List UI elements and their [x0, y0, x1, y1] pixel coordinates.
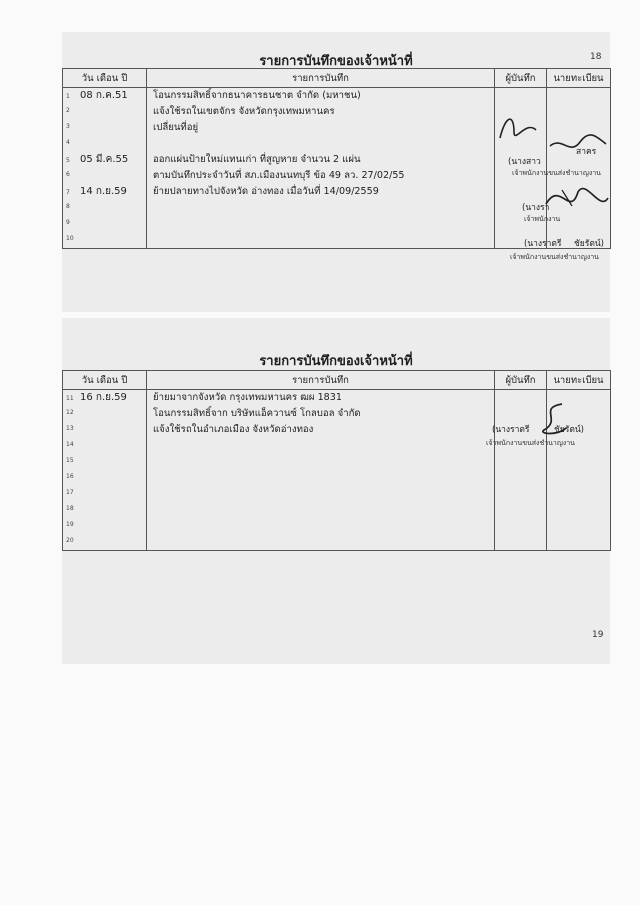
- date-cell: [63, 486, 147, 502]
- entry-text: [147, 200, 495, 216]
- registrar-cell: [547, 470, 611, 486]
- recorder-cell: [495, 502, 547, 518]
- line-number: 20: [66, 537, 74, 544]
- stamp-name: (นางราตรี: [524, 239, 562, 249]
- header-date: วัน เดือน ปี: [63, 371, 147, 390]
- page-number: 19: [592, 630, 604, 640]
- date-cell: [63, 168, 147, 184]
- date-cell: [63, 104, 147, 120]
- date-cell: [63, 88, 147, 105]
- entry-date: 16 ก.ย.59: [80, 392, 127, 403]
- entry-text: [147, 216, 495, 232]
- stamp-name: (นางราตรี: [492, 425, 530, 435]
- line-number: 7: [66, 189, 70, 196]
- entry-text: โอนกรรมสิทธิ์จากธนาคารธนชาต จำกัด (มหาชน): [147, 88, 495, 105]
- date-cell: [63, 518, 147, 534]
- line-number: 16: [66, 473, 74, 480]
- line-number: 8: [66, 203, 70, 210]
- entry-text: [147, 486, 495, 502]
- entry-text: [147, 470, 495, 486]
- entry-text: ย้ายมาจากจังหวัด กรุงเทพมหานคร ฒผ 1831: [147, 390, 495, 407]
- date-cell: [63, 406, 147, 422]
- registrar-cell: [547, 518, 611, 534]
- date-cell: [63, 422, 147, 438]
- entry-date: 08 ก.ค.51: [80, 90, 128, 101]
- date-cell: [63, 390, 147, 407]
- header-recorder: ผู้บันทึก: [495, 371, 547, 390]
- table-row: [63, 534, 611, 551]
- stamp-name: (นางสาว: [508, 157, 541, 167]
- date-cell: [63, 232, 147, 249]
- recorder-cell: [495, 486, 547, 502]
- header-entry: รายการบันทึก: [147, 371, 495, 390]
- section-title: รายการบันทึกของเจ้าหน้าที่: [259, 54, 413, 69]
- table-row: [63, 88, 611, 105]
- line-number: 3: [66, 123, 70, 130]
- stamp-title: เจ้าพนักงานขนส่งชำนาญงาน: [486, 439, 575, 447]
- line-number: 18: [66, 505, 74, 512]
- date-cell: [63, 152, 147, 168]
- stamp-name: ชัยรัตน์): [574, 239, 604, 249]
- line-number: 19: [66, 521, 74, 528]
- date-cell: [63, 136, 147, 152]
- line-number: 5: [66, 157, 70, 164]
- entry-text: [147, 438, 495, 454]
- line-number: 15: [66, 457, 74, 464]
- registrar-cell: [547, 104, 611, 120]
- registrar-cell: [547, 88, 611, 105]
- stamp-name: ชัยรัตน์): [554, 425, 584, 435]
- entry-text: เปลี่ยนที่อยู่: [147, 120, 495, 136]
- date-cell: [63, 120, 147, 136]
- header-date: วัน เดือน ปี: [63, 69, 147, 88]
- signature-graphic: [540, 128, 610, 168]
- stamp-name: (นางรา: [522, 203, 550, 213]
- entry-text: ตามบันทึกประจำวันที่ สภ.เมืองนนทบุรี ข้อ 49 ลว. 27/02/55: [147, 168, 495, 184]
- line-number: 17: [66, 489, 74, 496]
- recorder-cell: [495, 534, 547, 551]
- date-cell: [63, 454, 147, 470]
- record-sheet-2: [62, 318, 610, 664]
- entry-text: ออกแผ่นป้ายใหม่แทนเก่า ที่สูญหาย จำนวน 2 แผ่น: [147, 152, 495, 168]
- date-cell: [63, 534, 147, 551]
- line-number: 12: [66, 409, 74, 416]
- section-title: รายการบันทึกของเจ้าหน้าที่: [259, 354, 413, 369]
- date-cell: [63, 438, 147, 454]
- recorder-cell: [495, 88, 547, 105]
- entry-date: 05 มี.ค.55: [80, 154, 129, 165]
- line-number: 14: [66, 441, 74, 448]
- record-table-2: [62, 370, 611, 551]
- line-number: 10: [66, 235, 74, 242]
- table-row: [63, 518, 611, 534]
- registrar-cell: [547, 502, 611, 518]
- entry-text: แจ้งใช้รถในเขตจักร จังหวัดกรุงเทพมหานคร: [147, 104, 495, 120]
- record-sheet-1: [62, 32, 610, 312]
- date-cell: [63, 200, 147, 216]
- entry-text: โอนกรรมสิทธิ์จาก บริษัทแอ็ควานซ์ โกลบอล จำกัด: [147, 406, 495, 422]
- recorder-cell: [495, 184, 547, 200]
- header-registrar: นายทะเบียน: [547, 371, 611, 390]
- header-recorder: ผู้บันทึก: [495, 69, 547, 88]
- entry-text: แจ้งใช้รถในอำเภอเมือง จังหวัดอ่างทอง: [147, 422, 495, 438]
- stamp-title: เจ้าพนักงาน: [524, 215, 561, 223]
- stamp-name: สาคร: [576, 147, 597, 157]
- signature-graphic: [492, 110, 542, 146]
- header-entry: รายการบันทึก: [147, 69, 495, 88]
- entry-text: [147, 518, 495, 534]
- date-cell: [63, 184, 147, 200]
- recorder-cell: [495, 518, 547, 534]
- stamp-title: เจ้าพนักงานขนส่งชำนาญงาน: [510, 253, 599, 261]
- entry-text: [147, 534, 495, 551]
- registrar-cell: [547, 454, 611, 470]
- table-row: [63, 502, 611, 518]
- header-registrar: นายทะเบียน: [547, 69, 611, 88]
- date-cell: [63, 216, 147, 232]
- page-number: 18: [590, 52, 602, 62]
- table-row: [63, 406, 611, 422]
- entry-text: ย้ายปลายทางไปจังหวัด อ่างทอง เมื่อวันที่ 14/09/2559: [147, 184, 495, 200]
- entry-text: [147, 232, 495, 249]
- line-number: 1: [66, 93, 70, 100]
- line-number: 9: [66, 219, 70, 226]
- stamp-title: เจ้าพนักงานขนส่งชำนาญงาน: [512, 169, 601, 177]
- table-row: [63, 470, 611, 486]
- recorder-cell: [495, 470, 547, 486]
- date-cell: [63, 502, 147, 518]
- registrar-cell: [547, 486, 611, 502]
- line-number: 13: [66, 425, 74, 432]
- table-row: [63, 390, 611, 407]
- line-number: 2: [66, 107, 70, 114]
- table-row: [63, 486, 611, 502]
- table-row: [63, 454, 611, 470]
- date-cell: [63, 470, 147, 486]
- line-number: 4: [66, 139, 70, 146]
- line-number: 11: [66, 395, 74, 402]
- entry-text: [147, 454, 495, 470]
- table-row: [63, 184, 611, 200]
- entry-date: 14 ก.ย.59: [80, 186, 127, 197]
- line-number: 6: [66, 171, 70, 178]
- entry-text: [147, 136, 495, 152]
- recorder-cell: [495, 454, 547, 470]
- entry-text: [147, 502, 495, 518]
- registrar-cell: [547, 534, 611, 551]
